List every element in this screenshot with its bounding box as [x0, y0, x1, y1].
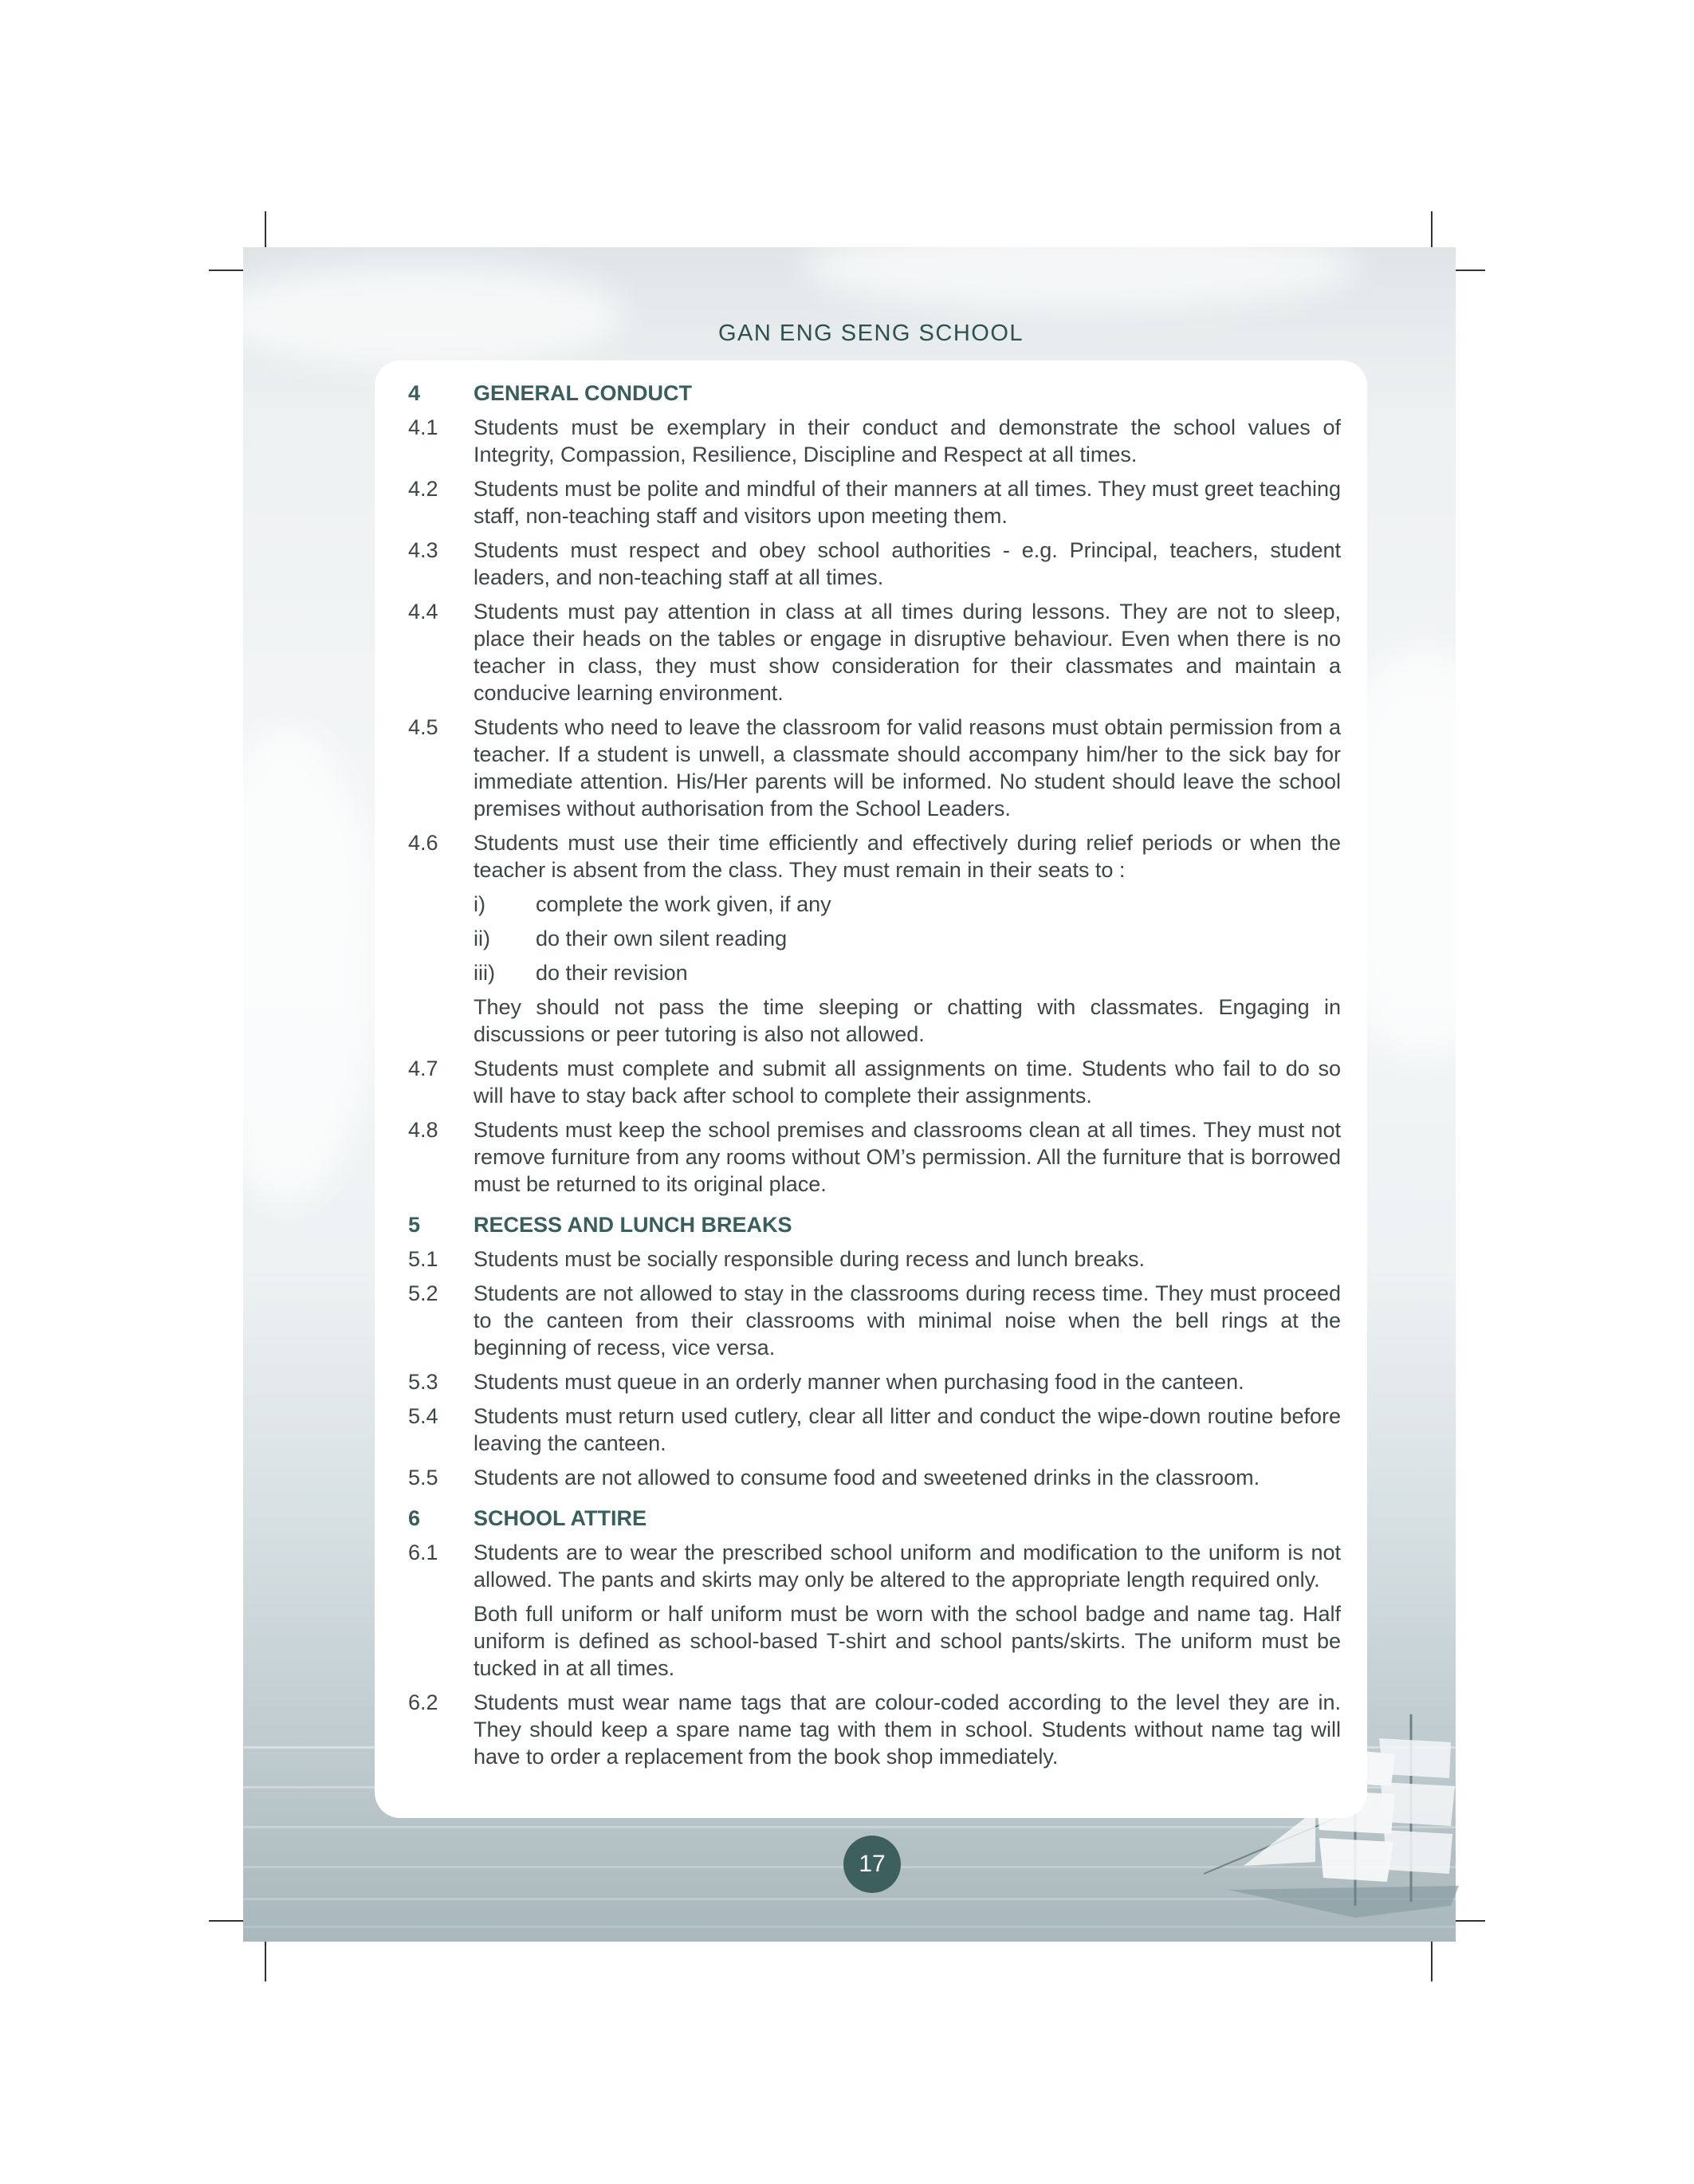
section-number: 6 [408, 1506, 421, 1530]
rule-number: 6.2 [408, 1690, 438, 1714]
rule-number: 5.5 [408, 1466, 438, 1489]
rule-number: 4.8 [408, 1118, 438, 1142]
section-number: 5 [408, 1213, 421, 1237]
document-body [408, 380, 1341, 1770]
section-title: RECESS AND LUNCH BREAKS [474, 1213, 792, 1237]
section-heading [408, 380, 1341, 407]
rule-item [408, 537, 1341, 591]
rule-number: 4.1 [408, 415, 438, 439]
section-title: GENERAL CONDUCT [474, 381, 693, 405]
rule-number: 5.3 [408, 1370, 438, 1394]
rule-text: Students must queue in an orderly manner when purchasing food in the canteen. [474, 1370, 1244, 1394]
sub-item [474, 891, 1341, 918]
rule-item [408, 1245, 1341, 1273]
rule-item [408, 598, 1341, 706]
rule-note: Both full uniform or half uniform must be worn with the school badge and name tag. Half uniform is defined as school-based T-shirt and school pants/skirts. The uniform must be tucked in at all times. [474, 1602, 1341, 1680]
rule-text: Students who need to leave the classroom for valid reasons must obtain permission from a teacher. If a student is unwell, a classmate should accompany him/her to the sick bay for immediate attention. His/Her parents will be informed. No student should leave the school premises without authorisation from the School Leaders. [474, 715, 1341, 820]
sub-item [474, 925, 1341, 952]
rule-item [408, 1464, 1341, 1491]
rule-text: Students must be exemplary in their conduct and demonstrate the school values of Integrity, Compassion, Resilience, Discipline and Respect at all times. [474, 415, 1341, 466]
sub-item-text: do their revision [536, 961, 688, 985]
section-heading [408, 1505, 1341, 1532]
school-name-header: GAN ENG SENG SCHOOL [717, 321, 1024, 346]
rule-item [408, 1055, 1341, 1109]
rule-item [408, 1689, 1341, 1770]
rule-number: 4.6 [408, 831, 438, 855]
rule-text: Students are not allowed to consume food and sweetened drinks in the classroom. [474, 1466, 1260, 1489]
rule-text: Students must keep the school premises and classrooms clean at all times. They must not remove furniture from any rooms without OM’s permission. All the furniture that is borrowed must be returned to its original place. [474, 1118, 1341, 1196]
section-number: 4 [408, 381, 421, 405]
rule-text: Students must wear name tags that are colour-coded according to the level they are in. They should keep a spare name tag with them in school. Students without name tag will have to order a replacement from the book shop immediately. [474, 1690, 1341, 1769]
rule-number: 4.4 [408, 600, 438, 624]
rule-text: Students must be socially responsible during recess and lunch breaks. [474, 1247, 1145, 1271]
sub-item [474, 959, 1341, 986]
sub-item-text: do their own silent reading [536, 927, 788, 950]
rule-note: They should not pass the time sleeping or chatting with classmates. Engaging in discussions or peer tutoring is also not allowed. [474, 995, 1341, 1046]
rule-item [408, 1539, 1341, 1593]
rule-number: 5.4 [408, 1404, 438, 1428]
section-title: SCHOOL ATTIRE [474, 1506, 647, 1530]
rule-text: Students must complete and submit all assignments on time. Students who fail to do so will have to stay back after school to complete their assignments. [474, 1057, 1341, 1108]
rule-item [408, 1403, 1341, 1457]
sub-item-marker: ii) [474, 927, 490, 950]
rule-item [408, 414, 1341, 468]
rule-number: 5.1 [408, 1247, 438, 1271]
sub-item-marker: iii) [474, 961, 495, 985]
rule-item [408, 1280, 1341, 1361]
rule-text: Students are not allowed to stay in the classrooms during recess time. They must proceed to the canteen from their classrooms with minimal noise when the bell rings at the beginning of recess, vice versa. [474, 1281, 1341, 1360]
page-number-badge: 17 [843, 1836, 901, 1893]
sub-item-marker: i) [474, 892, 485, 916]
rule-text: Students must respect and obey school authorities - e.g. Principal, teachers, student leaders, and non-teaching staff at all times. [474, 538, 1341, 589]
sub-item-text: complete the work given, if any [536, 892, 831, 916]
rule-number: 4.3 [408, 538, 438, 562]
rule-number: 6.1 [408, 1541, 438, 1564]
rule-item [408, 1368, 1341, 1395]
rule-text: Students are to wear the prescribed school uniform and modification to the uniform is not allowed. The pants and skirts may only be altered to the appropriate length required only. [474, 1541, 1341, 1592]
rule-text: Students must return used cutlery, clear all litter and conduct the wipe-down routine before leaving the canteen. [474, 1404, 1341, 1455]
rule-text: Students must pay attention in class at all times during lessons. They are not to sleep, place their heads on the tables or engage in disruptive behaviour. Even when there is no teacher in class, they must show consideration for their classmates and maintain a conducive learning environment. [474, 600, 1341, 705]
rule-number: 4.7 [408, 1057, 438, 1080]
section-heading [408, 1211, 1341, 1238]
rule-number: 5.2 [408, 1281, 438, 1305]
rule-text: Students must use their time efficiently and effectively during relief periods or when the teacher is absent from the class. They must remain in their seats to : [474, 831, 1341, 882]
rule-number: 4.2 [408, 477, 438, 501]
rule-item [408, 1116, 1341, 1198]
rule-item [408, 714, 1341, 822]
rule-item [408, 475, 1341, 529]
rule-text: Students must be polite and mindful of their manners at all times. They must greet teaching staff, non-teaching staff and visitors upon meeting them. [474, 477, 1341, 528]
rule-item [408, 829, 1341, 883]
rule-number: 4.5 [408, 715, 438, 739]
